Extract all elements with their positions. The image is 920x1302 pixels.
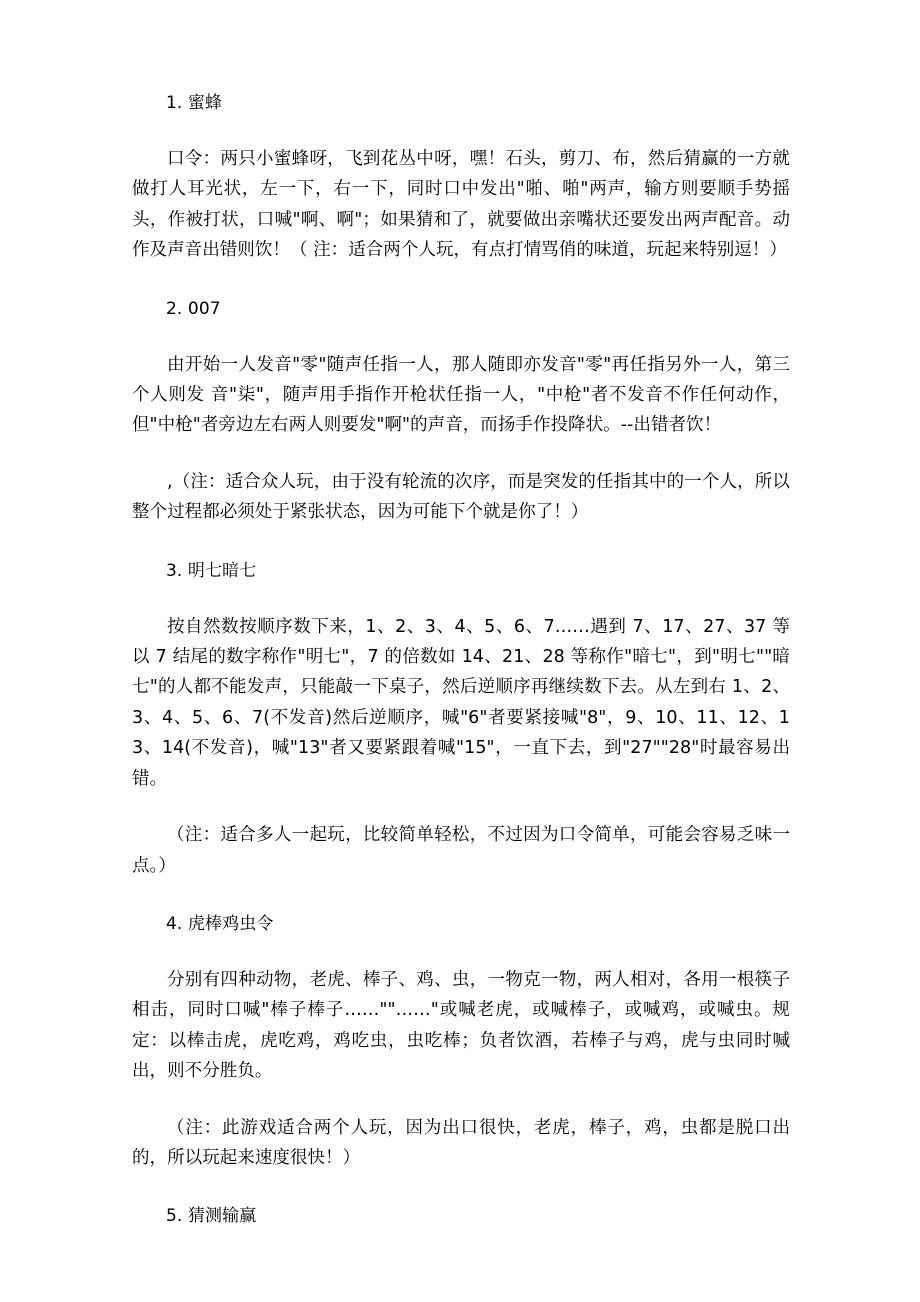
section-body-3: 按自然数按顺序数下来，1、2、3、4、5、6、7……遇到 7、17、27、37 等以 7 结尾的数字称作"明七"，7 的倍数如 14、21、28 等称作"暗七"，到"明七""暗七"的人都不能发声，只能敲一下桌子，然后逆顺序再继续数下去。从左到右 1、2、3、4、5、6、7(不发音)然后逆顺序，喊"6"者要紧接喊"8"，9、10、11、12、13、14(不发音)，喊"13"者又要紧跟着喊"15"，一直下去，到"27""28"时最容易出错。 <box>132 616 790 789</box>
section-heading-4: 4. 虎棒鸡虫令 <box>166 913 274 934</box>
spacer <box>132 324 790 350</box>
spacer <box>132 1173 790 1201</box>
spacer <box>132 586 790 612</box>
section-note-3: （注：适合多人一起玩，比较简单轻松，不过因为口令简单，可能会容易乏味一点。） <box>132 825 790 876</box>
section-body-1: 口令：两只小蜜蜂呀，飞到花丛中呀，嘿！石头，剪刀、布，然后猜赢的一方就做打人耳光状，左一下，右一下，同时口中发出"啪、啪"两声，输方则要顺手势摇头，作被打状，口喊"啊、啊"；如果猜和了，就要做出亲嘴状还要发出两声配音。动作及声音出错则饮！（ 注：适合两个人玩，有点打情骂俏的味道，玩起来特别逗！） <box>132 149 790 261</box>
section-note-4: （注：此游戏适合两个人玩，因为出口很快，老虎，棒子，鸡，虫都是脱口出的，所以玩起来速度很快！） <box>132 1117 790 1168</box>
spacer <box>132 528 790 556</box>
spacer <box>132 441 790 467</box>
section-heading-1: 1. 蜜蜂 <box>166 93 223 113</box>
section-heading-3: 3. 明七暗七 <box>166 560 257 581</box>
section-heading-2: 2. 007 <box>166 298 221 319</box>
spacer <box>132 881 790 909</box>
section-body-2: 由开始一人发音"零"随声任指一人，那人随即亦发音"零"再任指另外一人，第三个人则发 音"柒"，随声用手指作开枪状任指一人，"中枪"者不发音不作任何动作，但"中枪"者旁边左右两人则要发"啊"的声音，而扬手作投降状。--出错者饮！ <box>132 354 790 436</box>
section-heading-5: 5. 猜测输赢 <box>166 1206 257 1227</box>
spacer <box>132 939 790 965</box>
section-note-2: ,（注：适合众人玩，由于没有轮流的次序，而是突发的任指其中的一个人，所以整个过程都必须处于紧张状态，因为可能下个就是你了！） <box>132 471 790 523</box>
spacer <box>132 118 790 144</box>
spacer <box>132 1087 790 1113</box>
spacer <box>132 266 790 294</box>
section-body-4: 分别有四种动物，老虎、棒子、鸡、虫，一物克一物，两人相对，各用一根筷子相击，同时口喊"棒子棒子……""……"或喊老虎，或喊棒子，或喊鸡，或喊虫。规定：以棒击虎，虎吃鸡，鸡吃虫，虫吃棒；负者饮酒，若棒子与鸡，虎与虫同时喊出，则不分胜负。 <box>132 969 790 1082</box>
document-body <box>132 88 790 1231</box>
spacer <box>132 794 790 820</box>
